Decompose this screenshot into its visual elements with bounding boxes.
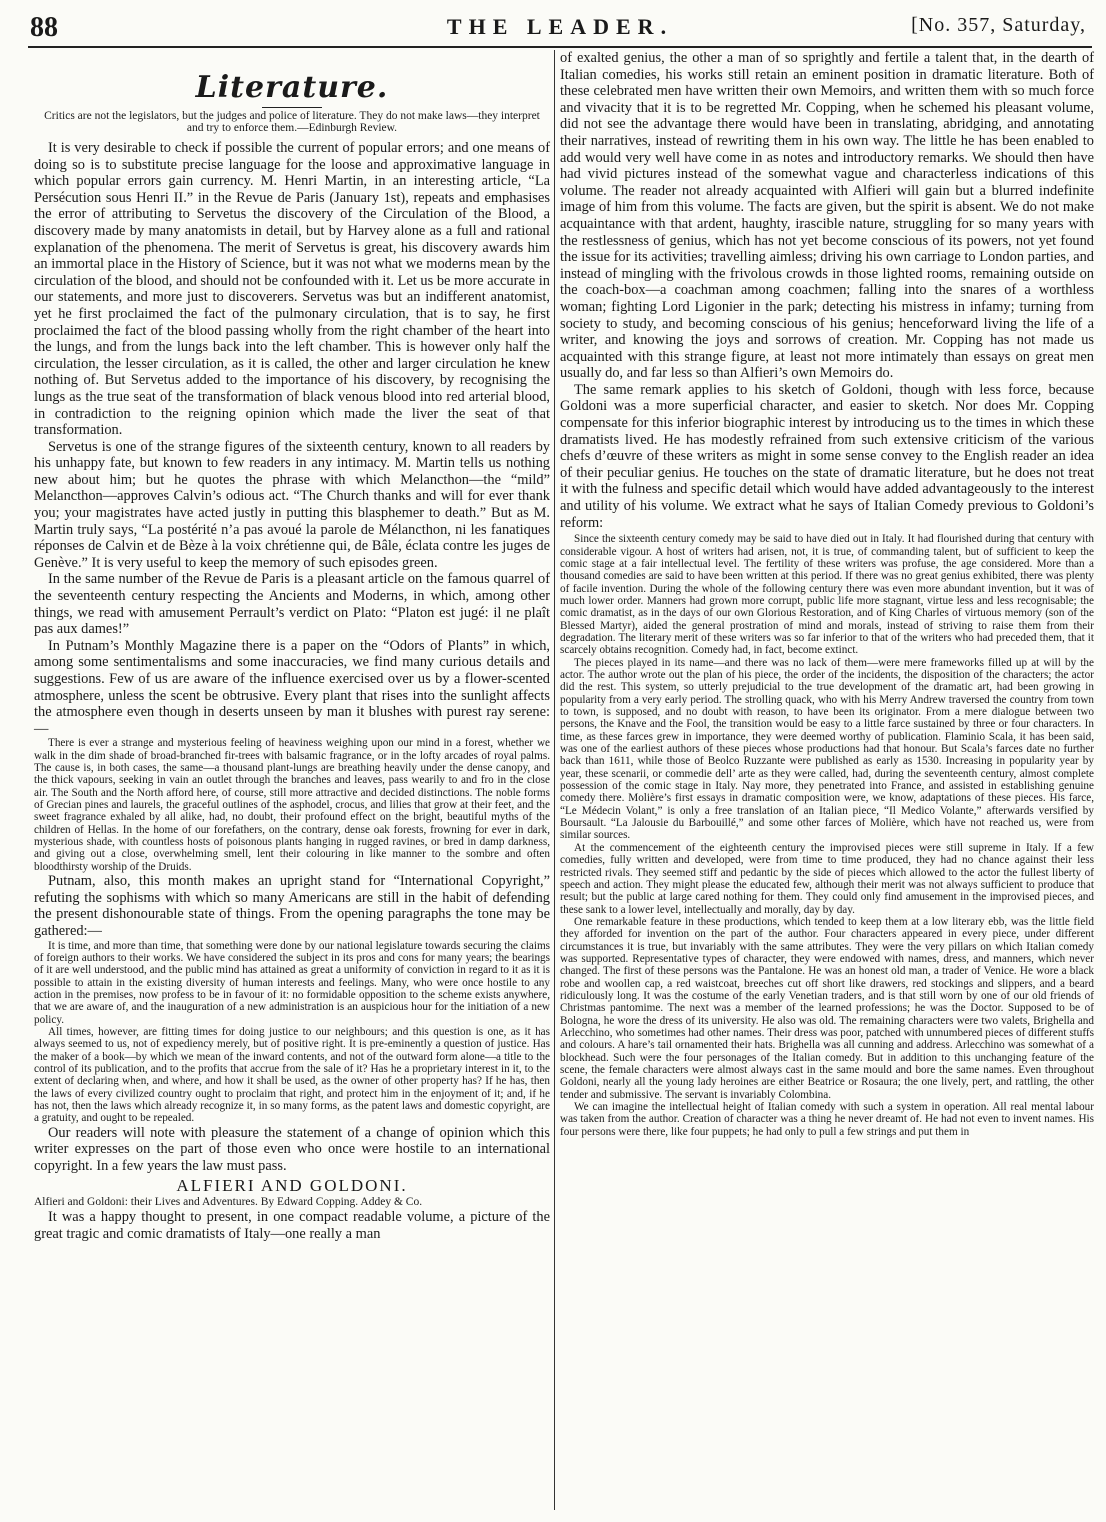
paragraph: The same remark applies to his sketch of Goldoni, though with less force, because Goldoni was a more superficial character, and easier to sketch. Nor does Mr. Copping compensate for this inferior biographic interest by introducing us to the times in which these dramatists lived. He has modestly refrained from such extensive criticism of the various chefs d’œuvre of these writers as might in some sense convey to the English reader an idea of their peculiar genius. He touches on the state of dramatic literature, but he does not treat it with the fulness and specific detail which would have added advantageously to the interest and utility of his volume. We extract what he says of Italian Comedy previous to Goldoni’s reform:: [560, 381, 1094, 531]
column-divider: [554, 50, 555, 1510]
quotation: We can imagine the intellectual height of Italian comedy with such a system in operation. All real mental labour was taken from the author. Creation of character was a thing he never dreamt of. He had not even to invent names. His four persons were there, like four puppets; he had only to pull a few strings and put them in: [560, 1101, 1094, 1138]
page-number: 88: [30, 12, 58, 43]
paragraph: It was a happy thought to present, in one compact readable volume, a picture of the great tragic and comic dramatists of Italy—one really a man: [34, 1209, 550, 1243]
paragraph: Putnam, also, this month makes an upright stand for “International Copyright,” refuting the sophisms with which so many Americans are still in the habit of defending the present dishonourable state of things. From the opening paragraphs the tone may be gathered:—: [34, 873, 550, 939]
masthead-rule: [28, 46, 1092, 48]
section-title: Literature.: [195, 70, 389, 105]
quotation: Since the sixteenth century comedy may be said to have died out in Italy. It had flourished during that century with considerable vigour. A host of writers had arisen, not, it is true, of commanding talent, but of sufficient to keep the comic stage at a fair intellectual level. The fertility of these writers was profuse, the age considered. More than a thousand comedies are said to have been written at this period. If there was no great genius exhibited, there was plenty of facile invention. During the whole of the following century there was even more abundant invention, but it was of much lower order. Manners had grown more corrupt, public life more stagnant, virtue less and less recognisable; the comic dramatist, as in the days of our own Glorious Restoration, and of King Charles of virtuous memory (son of the Blessed Martyr), aided the general prostration of mind and morals, instead of striving to raise them from their degradation. The literary merit of these writers was so far inferior to that of the writers who had preceded them, that it scarcely obtains recognition. Comedy had, in fact, become extinct.: [560, 533, 1094, 657]
paragraph: It is very desirable to check if possible the current of popular errors; and one means of doing so is to substitute precise language for the loose and approximative language in which popular errors gain currency. M. Henri Martin, in an interesting article, “La Persécution sous Henri II.” in the Revue de Paris (January 1st), repeats and emphasises the error of attributing to Servetus the discovery of the Circulation of the Blood, a discovery made by many anatomists in detail, but by Harvey alone as a full and rational explanation of the phenomena. The merit of Servetus is great, his discovery awards him an immortal place in the History of Science, but it was not what we moderns mean by the circulation of the blood, and should not be confounded with it. Let us be more accurate in our statements, and more just to discoverers. Servetus was but an indifferent anatomist, yet he first proclaimed the fact of the pulmonary circulation, that is to say, he first proclaimed the fact of the blood passing wholly from the right chamber of the heart into the lungs, and from the lungs back into the left chamber. This is however only half the circulation, the lesser circulation, as it is called, the other and larger circulation he knew nothing of. But Servetus added to the importance of his discovery, by recognising the lungs as the true seat of the transformation of black venous blood into red arterial blood, in contradiction to the reigning opinion which made the liver the seat of that transformation.: [34, 140, 550, 439]
paragraph: In the same number of the Revue de Paris is a pleasant article on the famous quarrel of the seventeenth century respecting the Ancients and Moderns, in which, among other things, we read with amusement Perrault’s verdict on Plato: “Platon est jugé: il ne plaît pas aux dames!”: [34, 571, 550, 638]
paragraph: In Putnam’s Monthly Magazine there is a paper on the “Odors of Plants” in which, among some sentimentalisms and some inaccuracies, we find many curious details and suggestions. Few of us are aware of the influence exercised over us by a flower-scented atmosphere, unless the scent be obtrusive. Every plant that rises into the sunlight affects the atmosphere even though in deserts unseen by man it blushes with purest ray serene:—: [34, 637, 550, 737]
quotation: One remarkable feature in these productions, which tended to keep them at a low literary ebb, was the little field they afforded for invention on the part of the author. Four characters appeared in every piece, under different circumstances it is true, but invariably with the same attributes. They were the very pillars on which Italian comedy was supported. Representative types of character, they were endowed with names, dress, and manners, which never changed. The first of these persons was the Pantalone. He was an honest old man, a trader of Venice. He wore a black robe and woollen cap, a red waistcoat, breeches cut off short like drawers, red stockings and slippers, and a beard ridiculously long. It was the costume of the early Venetian traders, and is that still worn by one of our old friends of Christmas pantomime. The next was a member of the learned professions; he was the Doctor. Supposed to be of Bologna, he wore the dress of its university. He also was old. The remaining characters were two valets, Brighella and Arlecchino, who sometimes had other names. Their dress was poor, patched with unnumbered pieces of different stuffs and colours. A hare’s tail ornamented their hats. Brighella was all cunning and address. Arlecchino was somewhat of a blockhead. Such were the four personages of the Italian comedy. But in addition to this unchanging feature of the scene, the female characters were almost always cast in the same mould and bore the same names. Even throughout Goldoni, nearly all the young lady heroines are either Beatrice or Rosaura; the one lively, pert, and rattling, the other tender and submissive. The servant is invariably Colombina.: [560, 915, 1094, 1101]
quotation: The pieces played in its name—and there was no lack of them—were mere frameworks filled up at will by the actor. The author wrote out the plan of his piece, the order of the incidents, the disposition of the characters; the actor did the rest. This system, so utterly prejudicial to the true development of the dramatic art, had been growing in popularity from a very early period. The strolling quack, who with his Merry Andrew traversed the country from town to town, is supposed, and no doubt with reason, to have been its originator. From a mere dialogue between two persons, the Knave and the Fool, the transition would be easy to a little farce sustained by three or four characters. In time, as these farces grew in importance, they were deemed worthy of publication. Flaminio Scala, it has been said, was one of the earliest authors of these pieces whose productions had that honour. But Scala’s farces date no further back than 1611, while those of Beolco Ruzzante were published as early as 1530. Increasing in popularity year by year, these scenarii, or commedie dell’ arte as they were called, had, during the seventeenth century, almost complete possession of the comic stage in Italy. Nay more, they penetrated into France, and assisted in establishing genuine comedy there. Molière’s first essays in dramatic composition were, we know, adaptations of these pieces. His farce, “Le Médecin Volant,” is only a free translation of an Italian piece, “Il Medico Volante,” afterwards versified by Boursault. “La Jalousie du Barbouillé,” and some other farces of Molière, which have not reached us, were from similar sources.: [560, 656, 1094, 842]
paragraph: Our readers will note with pleasure the statement of a change of opinion which this writer expresses on the part of those even who once were hostile to an international copyright. In a few years the law must pass.: [34, 1124, 550, 1174]
paragraph: Servetus is one of the strange figures of the sixteenth century, known to all readers by his unhappy fate, but known to few readers in any intimacy. M. Martin tells us nothing new about him; but he quotes the phrase with which Melancthon—the “mild” Melancthon—approves Calvin’s odious act. “The Church thanks and will for ever thank you; your magistrates have acted justly in putting this blasphemer to death.” But as M. Martin truly says, “La postérité n’a pas avoué la parole de Mélancthon, ni les fanatiques réponses de Calvin et de Bèze à la voix chrétienne qui, de Bâle, éclata contre les juges de Genève.” It is very useful to keep the memory of such episodes green.: [34, 438, 550, 571]
paragraph: of exalted genius, the other a man of so sprightly and fertile a talent that, in the dearth of Italian comedies, his works still retain an eminent position in dramatic literature. Both of these celebrated men have written their own Memoirs, and written them with so much force and vivacity that it is to be regretted Mr. Copping, when he schemed his pleasant volume, did not see the advantage there would have been in translating, abridging, and annotating their narratives, instead of rewriting them in his own way. The little he has been enabled to add would very well have come in as notes and introductory remarks. We should then have had vivid pictures instead of the somewhat vague and characterless indications of this volume. The reader not already acquainted with Alfieri will gain but a blurred indefinite image of him from this volume. The facts are given, but the spirit is absent. We do not make acquaintance with that ardent, haughty, irascible nature, struggling for so many years with the restlessness of genius, which has not yet become conscious of its powers, not yet found the issue for its activities; travelling aimless; driving his own carriage to London parties, and instead of mingling with the frivolous crowds in those lighted rooms, remaining outside on the coach-box—a coachman among coachmen; falling into the snares of a worthless woman; fighting Lord Ligonier in the park; detecting his mistress in infamy; turning from society to study, and becoming conscious of his genius; henceforward living the life of a writer, and knowing the joys and sorrows of creation. Mr. Copping has not made us acquainted with this strange figure, at least not more intimately than essays on great men usually do, and far less so than Alfieri’s own Memoirs do.: [560, 50, 1094, 382]
quotation: There is ever a strange and mysterious feeling of heaviness weighing upon our mind in a forest, whether we walk in the dim shade of broad-branched fir-trees with balsamic fragrance, or in the lofty arcades of royal palms. The cause is, in both cases, the same—a thousand plant-lungs are breathing heavily under the dense canopy, and the thick vapours, seeking in vain an outlet through the branches and leaves, pass wearily to and fro in the close air. The South and the North afford here, of course, still more attractive and decided distinctions. The noble forms of Grecian pines and laurels, the graceful outlines of the asphodel, crocus, and lilies that grow at their feet, and the sweet fragrance exhaled by all alike, had, no doubt, their profound effect on the bright, beautiful myths of the children of Hellas. In the home of our forefathers, on the contrary, dense oak forests, frowning for ever in dark, mysterious shade, with countless hosts of poisonous plants hanging in rugged ravines, or bred in damp darkness, and giving out a close, overwhelming smell, lent their colouring in like manner to the sombre and often bloodthirsty worship of the Druids.: [34, 737, 550, 873]
section-motto: Critics are not the legislators, but the judges and police of literature. They do not make laws—they interpret and try to enforce them.—Edinburgh Review.: [44, 110, 540, 134]
paper-title: THE LEADER.: [446, 14, 674, 39]
quotation: All times, however, are fitting times for doing justice to our neighbours; and this question is one, as it has always seemed to us, not of expediency merely, but of positive right. It is pre-eminently a question of justice. Has the maker of a book—by which we mean of the inward contents, and not of the outward form alone—a title to the control of its publication, and to the profits that accrue from the sale of it? Has he a proprietary interest in it, to the extent of declaring when, and where, and how it shall be used, as the owner of other property has? If he has, then the laws of every civilized country ought to proclaim that right, and protect him in the enjoyment of it; and, if he has not, then the laws which already recognize it, in so many forms, as the patent laws and domestic copyright, are a gratuity, and ought to be repealed.: [34, 1025, 550, 1125]
quotation: It is time, and more than time, that something were done by our national legislature towards securing the claims of foreign authors to their works. We have considered the subject in its pros and cons for many years; the bearings of it are well understood, and the public mind has attained as great a uniformity of conviction in regard to it as it is possible to attain in the existing diversity of human interests and feelings. Many, who were once hostile to any action in the premises, now profess to be in favour of it: no formidable opposition to the scheme exists anywhere, that we are aware of, and the inauguration of a new administration is an auspicious hour for the initiation of a new policy.: [34, 939, 550, 1026]
issue-label: [No. 357, Saturday,: [911, 14, 1086, 36]
quotation: At the commencement of the eighteenth century the improvised pieces were still supreme in Italy. If a few comedies, fully written and developed, were from time to time produced, they had no chance against their less restricted rivals. They seemed stiff and pedantic by the side of pieces which allowed to the actor the fullest liberty of speech and action. They might please the educated few, although their merit was not always sufficient to produce that result; but the public at large cared nothing for them. They could only find amusement in the improvised pieces, and these sank to a lower level, intellectually and morally, day by day.: [560, 841, 1094, 916]
left-column: [34, 50, 550, 1243]
right-column: [560, 50, 1094, 1138]
section-title-rule: [262, 107, 322, 108]
review-book-info: Alfieri and Goldoni: their Lives and Adventures. By Edward Copping. Addey & Co.: [34, 1196, 423, 1209]
review-title: ALFIERI AND GOLDONI.: [176, 1176, 408, 1196]
